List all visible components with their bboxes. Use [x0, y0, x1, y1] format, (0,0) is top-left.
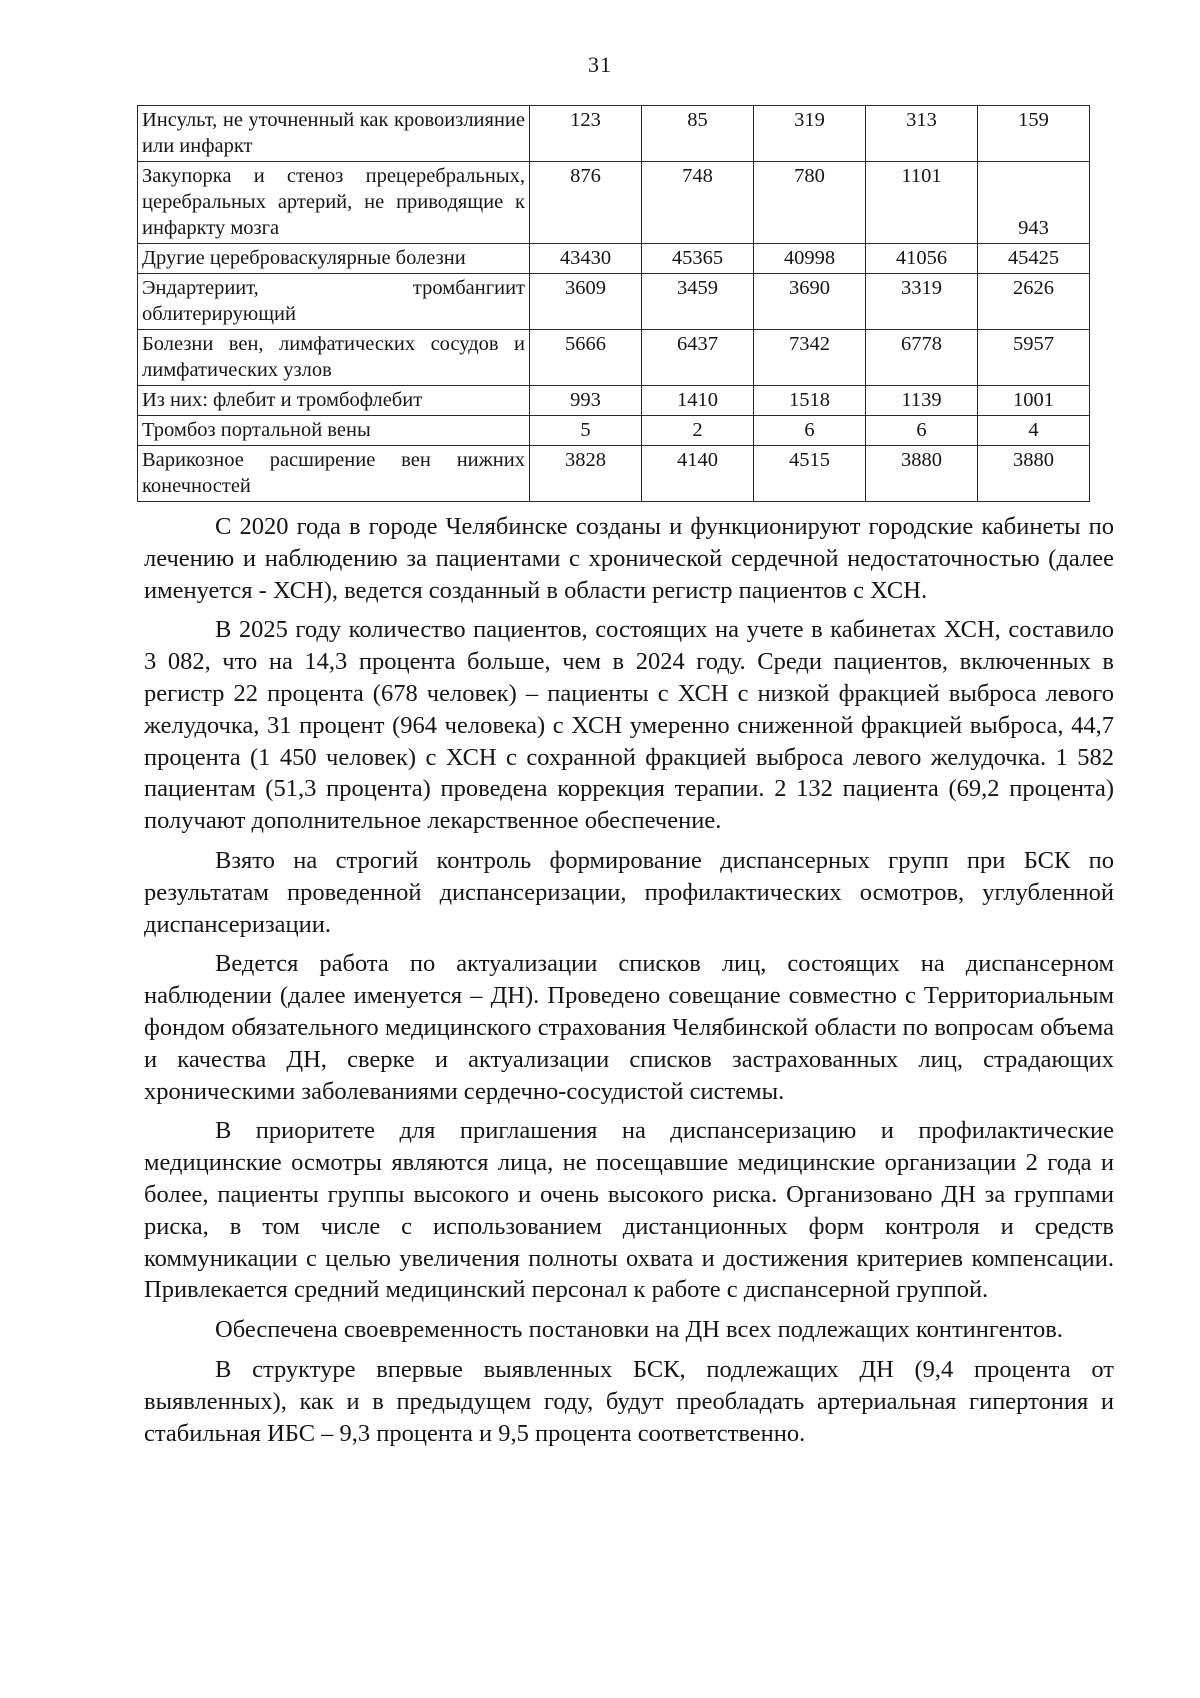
table-row [138, 162, 1090, 244]
paragraph: В 2025 году количество пациентов, состоящих на учете в кабинетах ХСН, составило 3 082, что на 14,3 процента больше, чем в 2024 году. Среди пациентов, включенных в регистр 22 процента (678 человек) – пациенты с ХСН с низкой фракцией выброса левого желудочка, 31 процент (964 человека) с ХСН умеренно сниженной фракцией выброса, 44,7 процента (1 450 человек) с ХСН с сохранной фракцией выброса левого желудочка. 1 582 пациентам (51,3 процента) проведена коррекция терапии. 2 132 пациента (69,2 процента) получают дополнительное лекарственное обеспечение. [144, 616, 1114, 835]
table-cell: 1410 [642, 386, 754, 416]
row-label: Эндартериит, тромбангиит облитерирующий [138, 274, 530, 330]
table-cell: 2 [642, 416, 754, 446]
statistics-table [137, 105, 1090, 502]
table-cell: 943 [978, 162, 1090, 244]
table-cell: 5 [530, 416, 642, 446]
paragraph: Взято на строгий контроль формирование диспансерных групп при БСК по результатам проведенной диспансеризации, профилактических осмотров, углубленной диспансеризации. [144, 846, 1114, 938]
table-cell: 1101 [866, 162, 978, 244]
row-label: Болезни вен, лимфатических сосудов и лимфатических узлов [138, 330, 530, 386]
table-cell: 3459 [642, 274, 754, 330]
document-body [144, 511, 1114, 1449]
row-label: Другие цереброваскулярные болезни [138, 244, 530, 274]
table-row [138, 106, 1090, 162]
paragraph: Обеспечена своевременность постановки на ДН всех подлежащих контингентов. [215, 1316, 1063, 1344]
table-row [138, 330, 1090, 386]
paragraph: С 2020 года в городе Челябинске созданы и функционируют городские кабинеты по лечению и наблюдению за пациентами с хронической сердечной недостаточностью (далее именуется - ХСН), ведется созданный в области регистр пациентов с ХСН. [144, 513, 1114, 604]
table-cell: 993 [530, 386, 642, 416]
table-cell: 1139 [866, 386, 978, 416]
table-cell: 3828 [530, 446, 642, 502]
row-label: Из них: флебит и тромбофлебит [138, 386, 530, 416]
table-cell: 6 [754, 416, 866, 446]
table-cell: 41056 [866, 244, 978, 274]
table-cell: 3609 [530, 274, 642, 330]
table-cell: 313 [866, 106, 978, 162]
table-cell: 780 [754, 162, 866, 244]
table-cell: 85 [642, 106, 754, 162]
row-label: Варикозное расширение вен нижних конечностей [138, 446, 530, 502]
table-cell: 6437 [642, 330, 754, 386]
table-cell: 40998 [754, 244, 866, 274]
table-cell: 7342 [754, 330, 866, 386]
table-cell: 1001 [978, 386, 1090, 416]
table-cell: 4140 [642, 446, 754, 502]
table-cell: 748 [642, 162, 754, 244]
page-number: 31 [588, 52, 612, 77]
table-cell: 159 [978, 106, 1090, 162]
table-cell: 43430 [530, 244, 642, 274]
table-cell: 3319 [866, 274, 978, 330]
table-row [138, 386, 1090, 416]
table-cell: 3690 [754, 274, 866, 330]
table-cell: 4 [978, 416, 1090, 446]
table-cell: 5666 [530, 330, 642, 386]
table-cell: 45365 [642, 244, 754, 274]
row-label: Закупорка и стеноз прецеребральных, церебральных артерий, не приводящие к инфаркту мозга [138, 162, 530, 244]
table-cell: 123 [530, 106, 642, 162]
table-cell: 5957 [978, 330, 1090, 386]
table-cell: 4515 [754, 446, 866, 502]
table-cell: 2626 [978, 274, 1090, 330]
table-cell: 45425 [978, 244, 1090, 274]
table-row [138, 244, 1090, 274]
table-cell: 319 [754, 106, 866, 162]
table-cell: 3880 [866, 446, 978, 502]
paragraph: Ведется работа по актуализации списков лиц, состоящих на диспансерном наблюдении (далее именуется – ДН). Проведено совещание совместно с Территориальным фондом обязательного медицинского страхования Челябинской области по вопросам объема и качества ДН, сверке и актуализации списков застрахованных лиц, страдающих хроническими заболеваниями сердечно-сосудистой системы. [144, 950, 1114, 1105]
paragraph: В приоритете для приглашения на диспансеризацию и профилактические медицинские осмотры являются лица, не посещавшие медицинские организации 2 года и более, пациенты группы высокого и очень высокого риска. Организовано ДН за группами риска, в том числе с использованием дистанционных форм контроля и средств коммуникации с целью увеличения полноты охвата и достижения критериев компенсации. Привлекается средний медицинский персонал к работе с диспансерной группой. [144, 1117, 1114, 1304]
table-cell: 6778 [866, 330, 978, 386]
row-label: Тромбоз портальной вены [138, 416, 530, 446]
table-row [138, 416, 1090, 446]
row-label: Инсульт, не уточненный как кровоизлияние или инфаркт [138, 106, 530, 162]
table-cell: 3880 [978, 446, 1090, 502]
table-cell: 1518 [754, 386, 866, 416]
table-cell: 6 [866, 416, 978, 446]
table-row [138, 274, 1090, 330]
table-cell: 876 [530, 162, 642, 244]
table-row [138, 446, 1090, 502]
paragraph: В структуре впервые выявленных БСК, подлежащих ДН (9,4 процента от выявленных), как и в предыдущем году, будут преобладать артериальная гипертония и стабильная ИБС – 9,3 процента и 9,5 процента соответственно. [144, 1355, 1114, 1447]
